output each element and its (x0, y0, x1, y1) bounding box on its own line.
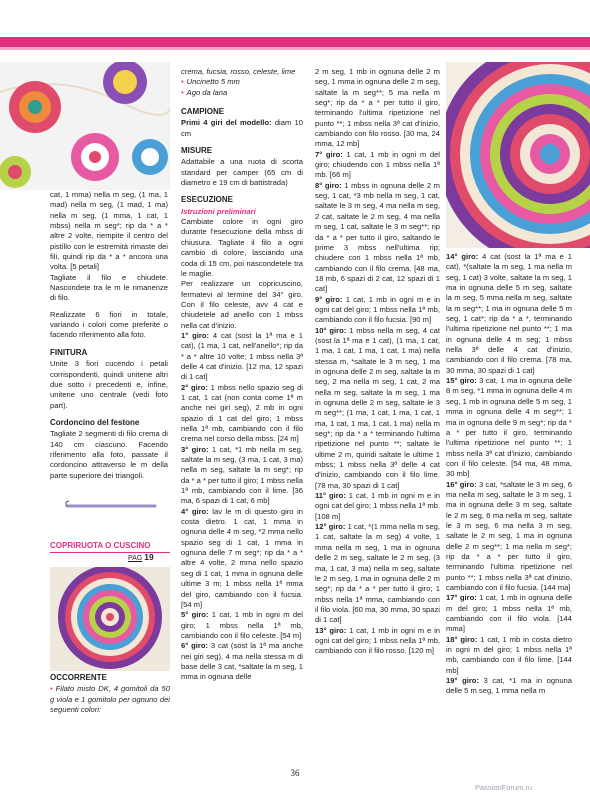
paragraph: Tagliate il filo e chiudete. Nascondete tra le m le rimanenze di filo. (50, 272, 168, 303)
round-instruction: 8° giro: 1 mbss in ognuna delle 2 m seg, 1 cat, *3 mb nella m seg, 1 cat, saltate le 3 m seg, 4 ma nella m seg, 2 cat, saltate le 2 m seg, 4 ma nella m seg, 1 cat, saltate le 3 m seg**; rip da * a * per tutto il giro, saltando le prime 3 mbss nell'ultima rip; chiudere con 1 mbss nella 1ª mb, cambiando con il filo crema. [48 ma, 18 mb, 6 spazi di 2 cat, 12 spazi di 1 cat] (315, 180, 440, 294)
paragraph: Per realizzare un copricuscino, fermatevi al termine del 34° giro. Con il filo celeste, avv 4 cat e chiudetele ad anello con 1 mbss nella cat d'inizio. (181, 279, 303, 330)
text-column-4 (446, 252, 572, 697)
page-ref-number: 19 (144, 552, 154, 562)
round-instruction: 11° giro: 1 cat, 1 mb in ogni m e in ogni cat del giro; 1 mbss nella 1ª mb. [108 m] (315, 491, 441, 521)
list-item: • Uncinetto 5 mm (181, 77, 303, 87)
section-heading: MISURE (181, 146, 213, 156)
round-instruction: 15° giro: 3 cat, 1 ma in ognuna delle 8 m seg, *1 mma in ognuna delle 4 m seg, 1 mb in ognuna delle 5 m seg, 1 mma in ognuna delle 4 m seg**; 1 ma in ognuna delle 9 m seg*; rip da * a * per tutto il giro, terminando l'ultima ripetizione nel punto **; 1 mbss nella 3ª cat d'inizio, cambiando con il filo celeste. [54 ma, 48 mma, 30 mb] (446, 376, 572, 479)
paragraph (181, 118, 303, 139)
text-column-2 (181, 67, 303, 683)
project-page-ref (128, 552, 154, 562)
paragraph: Realizzate 6 fiori in totale, variando i colori come preferite o facendo riferimento alla foto. (50, 309, 168, 340)
section-heading: CAMPIONE (181, 107, 225, 117)
round-instruction: 12° giro: 1 cat, *(1 mma nella m seg, 1 cat, saltate la m seg) 4 volte, 1 mma nella m seg, 1 ma in ognuna delle 2 m seg, saltate le 2 m seg, (3 ma, 1 cat, 3 ma) nella m seg, saltate le 2 m seg, 1 ma in ognuna delle 2 m seg*; rip da * a * per tutto il giro; 1 mbss nella 1ª mma, cambiando con il filo viola. [60 ma, 30 mma, 30 spazi di 1 cat] (315, 522, 441, 625)
crochet-hook-icon (63, 496, 163, 516)
round-instruction: 6° giro: 3 cat (sost la 1ª ma anche nei giri seg), 4 ma nella stessa m di base delle 3 cat, *saltate la m seg, 1 mma in ognuna delle (181, 641, 303, 682)
section-heading: Cordoncino del festone (50, 417, 140, 427)
header-accent-strip (0, 47, 590, 50)
round-instruction: 9° giro: 1 cat, 1 mb in ogni m e in ogni cat del giro; 1 mbss nella 1ª mb, cambiando con il filo fucsia. [90 m] (315, 294, 440, 325)
list-item: • Filato misto DK, 4 gomitoli da 50 g viola e 1 gomitolo per ognuno dei seguenti colori: (50, 684, 170, 715)
header-accent-bar (0, 37, 590, 47)
round-instruction: 14° giro: 4 cat (sost la 1ª ma e 1 cat), *(saltate la m seg, 1 ma nella m seg, 1 cat) 3 volte, saltate la m seg, 1 ma in ognuna delle 5 m seg, saltate la m seg, 5 mma nella m seg, saltate la m seg**; 1 ma in ognuna delle 5 m seg, 1 cat*; rip da * a *, terminando l'ultima ripetizione nel punto **; 1 ma in ognuna delle 4 m seg; 1 mbss nella 3ª delle 4 cat d'inizio, cambiando con il filo crema. [78 ma, 30 mma, 30 spazi di 1 cat] (446, 252, 572, 375)
paragraph: Tagliate 2 segmenti di filo crema di 140 cm ciascuno. Facendo riferimento alla foto, passate il cordoncino attraverso le m della parte superiore dei triangoli. (50, 429, 168, 480)
paragraph: Adattabile a una ruota di scorta standard per camper (65 cm di diametro e 19 cm di battistrada) (181, 157, 303, 188)
round-instruction: 4° giro: lav le m di questo giro in costa dietro. 1 cat, 1 mma in ognuna delle 4 m seg, *2 mma nello spazio seg di 1 cat, 1 mma in ognuna delle 7 m seg*; rip da * a * altre 4 volte, 2 mma nello spazio seg di 1 cat, 1 mma in ognuna delle ultime 3 m; 1 mbss nella 1ª mma del giro, cambiando con il fucsia. [54 m] (181, 506, 303, 609)
section-heading: OCCORRENTE (50, 673, 107, 682)
text-column-1 (50, 190, 168, 481)
round-instruction: 17° giro: 1 cat, 1 mb in ognuna delle m del giro; 1 mbss nella 1ª mb, cambiando con il filo viola. [144 mma] (446, 593, 572, 634)
crochet-flowers-photo (0, 62, 170, 190)
cushion-photo (50, 567, 170, 671)
text: diam 10 cm (181, 118, 303, 138)
list-item: • Ago da lana (181, 88, 303, 98)
watermark: PassionForum.ru (475, 783, 533, 792)
page-ref-label: PAG (128, 555, 143, 562)
round-instruction: 5° giro: 1 cat, 1 mb in ogni m del giro; 1 mbss nella 1ª mb, cambiando con il filo celeste. [54 m] (181, 610, 303, 640)
section-heading: FINITURA (50, 347, 88, 357)
round-instruction: 13° giro: 1 cat, 1 mb in ogni m e in ogni cat del giro; 1 mbss nella 1ª mb, cambiando con il filo rosso. [120 m] (315, 625, 441, 656)
round-instruction: 16° giro: 3 cat, *saltate le 3 m seg, 6 ma nella m seg, saltate le 3 m seg, 1 ma in ognuna delle 3 m seg, saltate le 2 m seg, 6 ma nella m seg, saltate le 3 m seg, 6 ma nella 3 m seg, saltate le 2 m seg, 1 ma in ognuna delle 2 m seg**; 1 ma nella m seg*; rip da * a * per tutto il giro, terminando l'ultima ripetizione nel punto **; 1 mbss nella 3ª cat d'inizio, cambiando con il filo fucsia. [144 ma] (446, 479, 572, 592)
round-instruction: 10° giro: 1 mbss nella m seg, 4 cat (sost la 1ª ma e 1 cat), (1 ma, 1 cat, 1 ma, 1 cat, 1 ma, 1 cat, 1 ma) nella stessa m, *saltate le 3 m seg, 1 ma in ognuna delle 2 m seg, saltate la m seg, 2 ma nella m seg, 1 cat, 2 ma nella m seg, saltate la m seg, 1 ma in ognuna delle 2 m seg, saltate le 3 m seg**; (1 ma, 1 cat, 1 ma, 1 cat, 1 ma, 1 cat, 1 ma, 1 cat, 1 ma) nella m seg*; rip da * a * terminando l'ultima ripetizione nel punto **; saltate le ultime 2 m, quindi saltate le ultime 1 mbss; 1 mbss nella 3ª delle 4 cat d'inizio, cambiando con il filo lime. [78 ma, 30 spazi di 1 cat] (315, 325, 440, 490)
paragraph: Cambiate colore in ogni giro durante l'esecuzione della mbss di chiusura. Tagliate il filo a ogni cambio di colore, lasciando una coda di 15 cm, poi nascondetele tra le maglie. (181, 217, 303, 278)
project-title: COPRIRUOTA O CUSCINO (50, 541, 151, 550)
section-heading: ESECUZIONE (181, 195, 234, 205)
paragraph: cat, 1 mma) nella m seg, (1 ma, 1 mad) nella m seg, (1 mad, 1 ma) nella m seg, (1 mma, 1 cat, 1 mbss) nella m seg*; rip da * a * altre 2 volte, riempite il centro del pistillo con le estremità rimaste dei fili, quindi rip da * a * ancora una volta. [5 petali] (50, 190, 168, 272)
paragraph: 2 m seg, 1 mb in ognuna delle 2 m seg, 1 mma in ognuna delle 2 m seg, saltate la m seg**; 5 ma nella m seg*; rip da * a * per tutto il giro, terminando l'ultima ripetizione nel punto **; 1 mbss nella 3ª cat d'inizio, cambiando con filo rosso. [30 ma, 24 mma, 12 mb] (315, 67, 440, 149)
paragraph: Unite 3 fiori cucendo i petali corrispondenti, quindi unitene altri due sotto i precedenti e, infine, unitene uno centrale (vedi foto part). (50, 359, 168, 410)
round-instruction: 2° giro: 1 mbss nello spazio seg di 1 cat, 1 cat (non conta come 1ª m anche nei giri seg), 2 mb in ogni spazio di 1 cat del giro; 1 mbss nella 1ª mb, cambiando con il filo crema nel corso della mbss. [24 m] (181, 382, 303, 444)
paragraph: crema, fucsia, rosso, celeste, lime (181, 67, 296, 76)
round-instruction: 19° giro: 3 cat, *1 ma in ognuna delle 5 m seg, 1 mma nella m (446, 676, 572, 696)
text-column-3 (315, 67, 440, 657)
round-instruction: 3° giro: 1 cat, *1 mb nella m seg, saltate la m seg, (3 ma, 1 cat, 3 ma) nella m seg, saltate la m seg*; rip da * a * per tutto il giro; 1 mbss nella 1ª mb, cambiando con il lime. [36 ma, 6 spazi di 1 cat, 6 mb] (181, 444, 303, 506)
page-number: 36 (290, 768, 300, 778)
round-instruction: 18° giro: 1 cat, 1 mb in costa dietro in ogni m del giro; 1 mbss nella 1ª mb, cambiando con il filo lime. [144 mb] (446, 634, 573, 675)
wheel-cover-detail-photo (446, 62, 590, 248)
round-instruction: 7° giro: 1 cat, 1 mb in ogni m del giro; chiudendo con 1 mbss nella 1ª mb. [66 m] (315, 149, 440, 180)
subsection-heading: Istruzioni preliminari (181, 206, 256, 216)
bold-label: Primi 4 giri del modello: (181, 118, 272, 128)
round-instruction: 1° giro: 4 cat (sost la 1ª ma e 1 cat), (1 ma, 1 cat, nell'anello*; rip da * a * altre 10 volte; 1 mbss nella 3ª delle 4 cat d'inizio. [12 ma, 12 spazi di 1 cat] (181, 330, 303, 382)
materials-block (50, 673, 170, 715)
